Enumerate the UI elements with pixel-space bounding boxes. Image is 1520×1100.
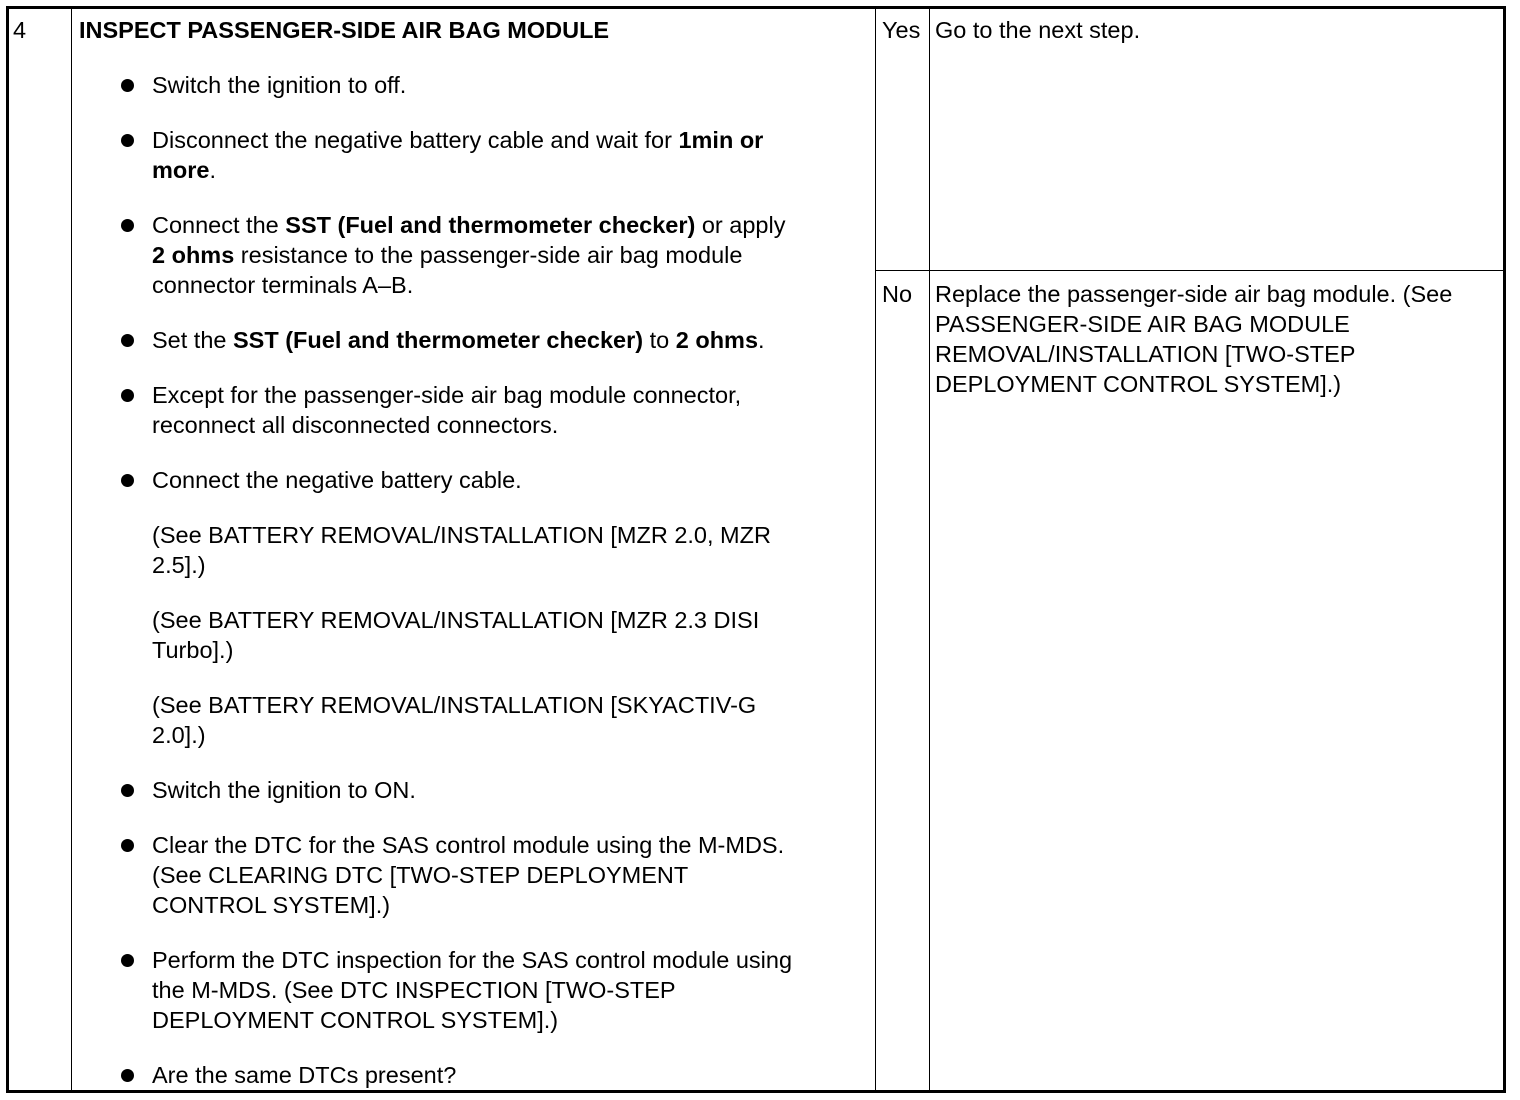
instruction-line [152,240,852,270]
result-action-line: PASSENGER-SIDE AIR BAG MODULE [935,311,1350,337]
bullet-icon [121,1069,134,1082]
instruction-text: to [643,327,676,353]
instruction-item [152,465,852,495]
instruction-text: Connect the [152,212,286,238]
instruction-text: Perform the DTC inspection for the SAS control module using [152,947,793,973]
instruction-line [152,465,852,495]
instruction-text: . [758,327,765,353]
procedure-table [6,6,1506,1093]
instruction-item [152,1060,852,1090]
instruction-line [152,325,852,355]
instruction-item [152,325,852,355]
result-action-line: Go to the next step. [935,17,1141,43]
instruction-item [152,380,852,440]
bullet-icon [121,839,134,852]
emphasized-text: 2 ohms [675,327,759,353]
column-divider-step [71,9,72,1090]
instruction-line [152,410,852,440]
step-title: INSPECT PASSENGER-SIDE AIR BAG MODULE [79,17,610,43]
instruction-item [152,775,852,805]
reference-note [152,605,852,665]
result-yes-action [935,15,1140,45]
instruction-text: Connect the negative battery cable. [152,467,522,493]
bullet-icon [121,954,134,967]
instruction-text: Are the same DTCs present? [152,1062,457,1088]
emphasized-text: SST (Fuel and thermometer checker) [233,327,644,353]
instruction-line [152,210,852,240]
instruction-line [152,775,852,805]
result-action-line: REMOVAL/INSTALLATION [TWO-STEP [935,341,1356,367]
instruction-line [152,1005,852,1035]
instruction-text: Switch the ignition to ON. [152,777,416,803]
result-action-line: Replace the passenger-side air bag module. (See [935,281,1453,307]
instruction-text: . [209,157,216,183]
instruction-text: Disconnect the negative battery cable and wait for [152,127,679,153]
instruction-text: the M-MDS. (See DTC INSPECTION [TWO-STEP [152,977,676,1003]
instruction-text: (See BATTERY REMOVAL/INSTALLATION [MZR 2.0, MZR [152,522,771,548]
instruction-line [152,1060,852,1090]
instruction-text: 2.5].) [152,552,206,578]
reference-note [152,520,852,580]
column-divider-result [929,9,930,1090]
emphasized-text: 2 ohms [152,242,235,268]
instruction-text: or apply [695,212,786,238]
instruction-line [152,635,852,665]
bullet-icon [121,134,134,147]
instruction-text: Switch the ignition to off. [152,72,407,98]
instruction-line [152,270,852,300]
instruction-text: reconnect all disconnected connectors. [152,412,559,438]
row-divider-yes-no [875,270,1503,271]
instruction-item [152,125,852,185]
instruction-text: CONTROL SYSTEM].) [152,892,391,918]
instruction-text: (See BATTERY REMOVAL/INSTALLATION [SKYACTIV-G [152,692,757,718]
instruction-line [152,550,852,580]
result-yes-label: Yes [882,17,921,43]
instruction-item [152,830,852,920]
instruction-text: connector terminals A–B. [152,272,414,298]
instruction-text: Turbo].) [152,637,234,663]
instruction-text: Clear the DTC for the SAS control module using the M-MDS. [152,832,785,858]
instruction-line [152,70,852,100]
instruction-line [152,975,852,1005]
instruction-line [152,860,852,890]
instruction-line [152,155,852,185]
instruction-item [152,945,852,1035]
emphasized-text: more [152,157,210,183]
instruction-text: 2.0].) [152,722,206,748]
bullet-icon [121,474,134,487]
instruction-text: DEPLOYMENT CONTROL SYSTEM].) [152,1007,559,1033]
instruction-line [152,520,852,550]
instruction-line [152,720,852,750]
instruction-line [152,690,852,720]
bullet-icon [121,79,134,92]
instruction-line [152,605,852,635]
instruction-item [152,70,852,100]
instruction-text: resistance to the passenger-side air bag module [234,242,743,268]
instruction-line [152,945,852,975]
result-no-label: No [882,281,913,307]
instruction-line [152,380,852,410]
reference-note [152,690,852,750]
step-number: 4 [13,17,27,43]
bullet-icon [121,334,134,347]
instruction-line [152,125,852,155]
instruction-text: Except for the passenger-side air bag module connector, [152,382,742,408]
emphasized-text: SST (Fuel and thermometer checker) [285,212,696,238]
result-no-action [935,279,1452,399]
result-action-line: DEPLOYMENT CONTROL SYSTEM].) [935,371,1342,397]
bullet-icon [121,784,134,797]
bullet-icon [121,219,134,232]
instruction-text: Set the [152,327,233,353]
emphasized-text: 1min or [678,127,764,153]
bullet-icon [121,389,134,402]
instruction-line [152,830,852,860]
instruction-line [152,890,852,920]
instruction-item [152,210,852,300]
instruction-text: (See CLEARING DTC [TWO-STEP DEPLOYMENT [152,862,689,888]
instruction-text: (See BATTERY REMOVAL/INSTALLATION [MZR 2.3 DISI [152,607,760,633]
column-divider-instructions [875,9,876,1090]
